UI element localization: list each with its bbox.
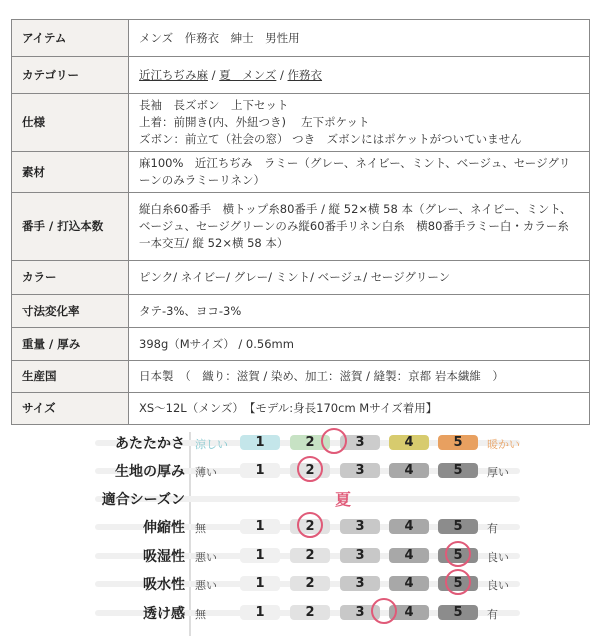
scale-pill-1: 1: [240, 605, 280, 620]
rating-label: 伸縮性: [143, 520, 185, 536]
scale-pill-5: 5: [438, 519, 478, 534]
scale-pill-2: 2: [290, 576, 330, 591]
scale-pill-3: 3: [340, 548, 380, 563]
rating-high-label: 有: [487, 608, 498, 621]
scale-pill-5: 5: [438, 605, 478, 620]
separator: /: [276, 67, 288, 82]
scale-pill-1: 1: [240, 463, 280, 478]
spec-line: 麻100% 近江ちぢみ ラミー（グレー、ネイビー、ミント、ベージュ、セージグリーンのみラミーリネン）: [139, 156, 571, 187]
rating-high-label: 良い: [487, 579, 509, 592]
spec-row: [12, 393, 590, 425]
scale-pill-2: 2: [290, 605, 330, 620]
spec-line: 398g（Mサイズ） / 0.56mm: [139, 336, 294, 351]
spec-row: [12, 152, 590, 193]
spec-line: 縦白糸60番手 横トップ糸80番手 / 縦 52×横 58 本（グレー、ネイビー、ミント、ベージュ、セージグリーンのみ縦60番手リネン白糸 横80番手ラミー白・カラー糸一本交互/ 縦 52×横 58 本）: [139, 202, 572, 250]
spec-label: 重量 / 厚み: [12, 328, 129, 361]
spec-row: [12, 57, 590, 94]
spec-value: [129, 152, 590, 193]
scale-pill-3: 3: [340, 576, 380, 591]
spec-label: カテゴリー: [12, 57, 129, 94]
rating-row: [95, 431, 520, 455]
spec-value: [129, 393, 590, 425]
spec-label: 生産国: [12, 361, 129, 393]
scale-pill-5: 5: [438, 548, 478, 563]
rating-high-label: 有: [487, 522, 498, 535]
scale-pill-1: 1: [240, 576, 280, 591]
spec-line: タテ-3%、ヨコ-3%: [139, 303, 242, 318]
rating-chart: [0, 428, 600, 636]
spec-label: 素材: [12, 152, 129, 193]
rating-high-label: 良い: [487, 551, 509, 564]
scale-pill-5: 5: [438, 463, 478, 478]
scale-pill-4: 4: [389, 463, 429, 478]
scale-pill-1: 1: [240, 435, 280, 450]
scale-pill-2: 2: [290, 463, 330, 478]
rating-label: 適合シーズン: [101, 492, 185, 508]
selected-marker: [445, 541, 471, 567]
scale-pill-4: 4: [389, 435, 429, 450]
category-link[interactable]: 近江ちぢみ麻: [139, 67, 208, 82]
spec-table: [11, 19, 590, 425]
scale-pill-4: 4: [389, 548, 429, 563]
spec-value: [129, 94, 590, 152]
spec-value: [129, 193, 590, 261]
rating-low-label: 涼しい: [195, 438, 228, 451]
scale-pill-5: 5: [438, 576, 478, 591]
rating-label: 吸湿性: [143, 549, 185, 565]
scale-pill-1: 1: [240, 519, 280, 534]
spec-value: [129, 261, 590, 295]
rating-label: 生地の厚み: [115, 464, 185, 480]
rating-row: [95, 572, 520, 596]
scale-pill-2: 2: [290, 548, 330, 563]
spec-row: [12, 361, 590, 393]
rating-row: [95, 544, 520, 568]
rating-row: [95, 487, 520, 511]
spec-label: 番手 / 打込本数: [12, 193, 129, 261]
rating-low-label: 無: [195, 608, 206, 621]
spec-value: [129, 361, 590, 393]
scale-pill-4: 4: [389, 605, 429, 620]
rating-high-label: 厚い: [487, 466, 509, 479]
rating-low-label: 薄い: [195, 466, 217, 479]
selected-marker: [297, 456, 323, 482]
spec-value: [129, 57, 590, 94]
spec-line: 長袖 長ズボン 上下セット: [139, 98, 289, 112]
spec-row: [12, 328, 590, 361]
spec-line: XS～12L（メンズ） 【モデル:身長170cm Mサイズ着用】: [139, 401, 438, 415]
spec-label: カラー: [12, 261, 129, 295]
scale-pill-4: 4: [389, 519, 429, 534]
spec-line: 日本製 （ 織り：滋賀 / 染め、加工：滋賀 / 縫製：京都 岩本繊維 ）: [139, 369, 504, 383]
rating-low-label: 悪い: [195, 579, 217, 592]
rating-label: 吸水性: [143, 577, 185, 593]
category-link[interactable]: 夏 メンズ: [219, 67, 277, 82]
spec-row: [12, 295, 590, 328]
rating-low-label: 悪い: [195, 551, 217, 564]
scale-pill-2: 2: [290, 435, 330, 450]
rating-label: あたたかさ: [115, 436, 185, 452]
spec-label: アイテム: [12, 20, 129, 57]
selected-marker: [321, 428, 347, 454]
category-link[interactable]: 作務衣: [287, 67, 323, 82]
spec-label: 寸法変化率: [12, 295, 129, 328]
spec-row: [12, 20, 590, 57]
spec-value: [129, 328, 590, 361]
selected-marker: [445, 569, 471, 595]
season-value: 夏: [335, 490, 352, 509]
rating-row: [95, 459, 520, 483]
scale-pill-3: 3: [340, 463, 380, 478]
selected-marker: [297, 512, 323, 538]
scale-pill-2: 2: [290, 519, 330, 534]
separator: /: [208, 67, 220, 82]
scale-pill-3: 3: [340, 519, 380, 534]
scale-pill-3: 3: [340, 605, 380, 620]
scale-pill-5: 5: [438, 435, 478, 450]
rating-row: [95, 601, 520, 625]
spec-row: [12, 261, 590, 295]
spec-line: ピンク/ ネイビー/ グレー/ ミント/ ベージュ/ セージグリーン: [139, 270, 451, 284]
scale-pill-1: 1: [240, 548, 280, 563]
spec-label: サイズ: [12, 393, 129, 425]
rating-row: [95, 515, 520, 539]
spec-row: [12, 193, 590, 261]
spec-value: [129, 20, 590, 57]
scale-pill-4: 4: [389, 576, 429, 591]
selected-marker: [371, 598, 397, 624]
spec-line: ズボン：前立て（社会の窓） つき ズボンにはポケットがついていません: [139, 132, 522, 146]
spec-value: [129, 295, 590, 328]
spec-line: 上着：前開き(内、外紐つき) 左下ポケット: [139, 115, 370, 129]
rating-high-label: 暖かい: [487, 438, 520, 451]
spec-label: 仕様: [12, 94, 129, 152]
spec-row: [12, 94, 590, 152]
spec-line: メンズ 作務衣 紳士 男性用: [139, 30, 300, 45]
rating-low-label: 無: [195, 522, 206, 535]
rating-label: 透け感: [143, 606, 185, 622]
scale-pill-3: 3: [340, 435, 380, 450]
